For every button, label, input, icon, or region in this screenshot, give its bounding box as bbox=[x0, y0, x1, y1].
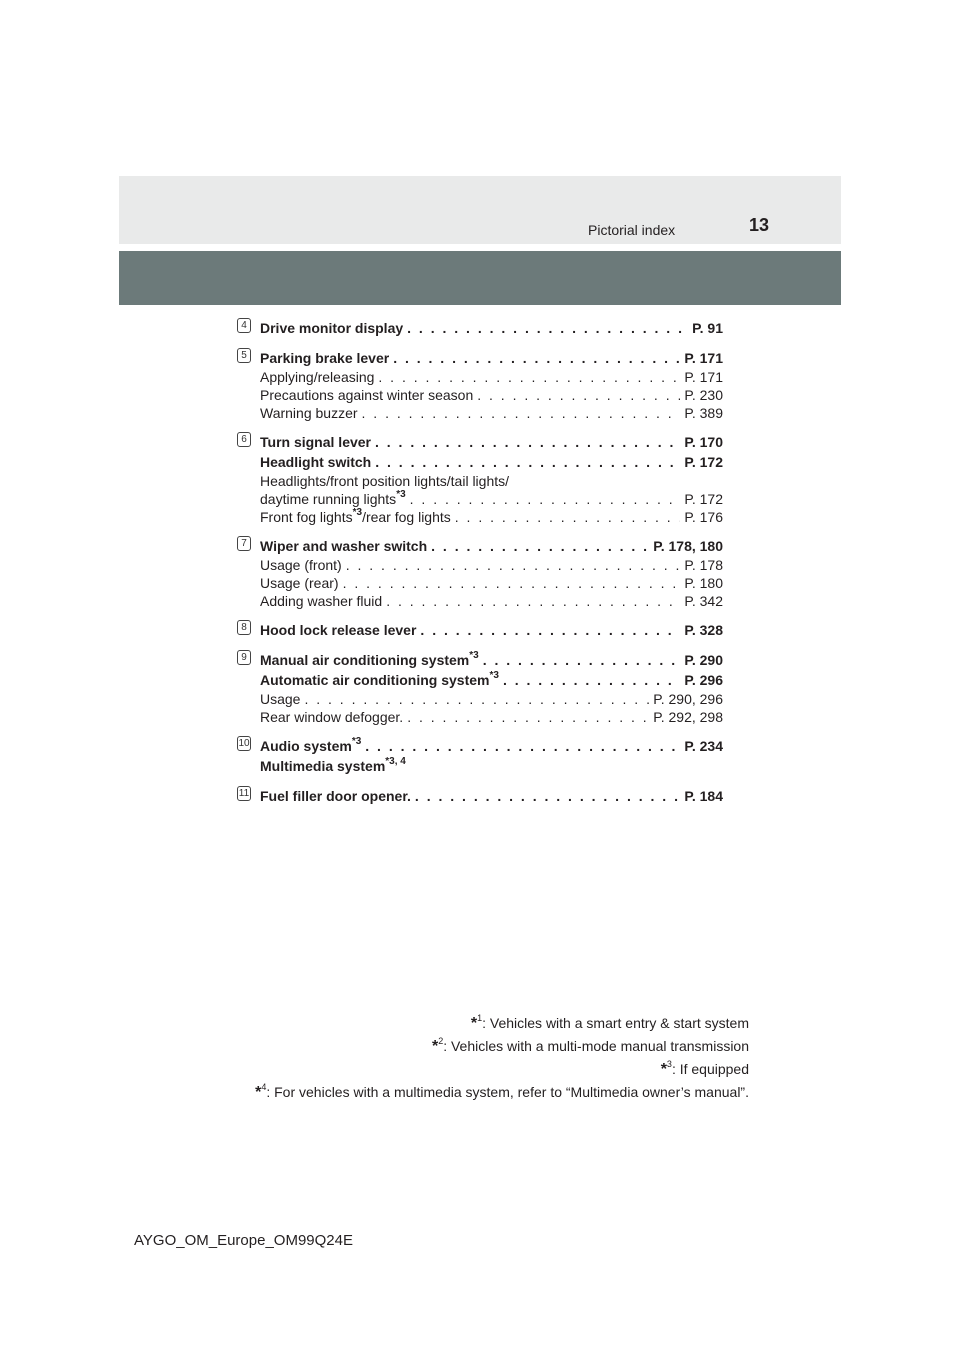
number-marker: 9 bbox=[237, 650, 251, 665]
dot-leader bbox=[431, 536, 649, 556]
dot-leader bbox=[415, 786, 680, 806]
entry-heading[interactable] bbox=[260, 536, 723, 556]
entry-subitem[interactable] bbox=[260, 404, 723, 422]
entry-heading[interactable] bbox=[260, 452, 723, 472]
footnote-star: * bbox=[431, 1038, 439, 1055]
entry-heading[interactable] bbox=[260, 318, 723, 338]
footnote-ref: *3 bbox=[469, 650, 479, 662]
entry-label: daytime running lights$^{*3}$ bbox=[260, 489, 406, 507]
footnotes bbox=[255, 1012, 749, 1104]
entry-label: Fuel filler door opener. bbox=[260, 788, 411, 804]
entry-subitem[interactable] bbox=[260, 708, 723, 726]
entry-label: Headlight switch bbox=[260, 454, 372, 470]
page-reference[interactable]: P. 180 bbox=[684, 575, 723, 591]
entry-label: Usage bbox=[260, 691, 301, 707]
dot-leader bbox=[420, 620, 680, 640]
page-reference[interactable]: P. 178, 180 bbox=[653, 538, 723, 554]
dot-leader bbox=[410, 490, 681, 508]
index-entry bbox=[237, 786, 723, 806]
entry-label: Usage (front) bbox=[260, 557, 342, 573]
entry-heading[interactable] bbox=[260, 348, 723, 368]
number-marker: 5 bbox=[237, 348, 251, 363]
footnote-text: : If equipped bbox=[671, 1061, 749, 1077]
footnote bbox=[255, 1081, 749, 1104]
footnote-ref: *3, 4 bbox=[385, 756, 406, 768]
footnote-star: * bbox=[255, 1084, 262, 1101]
document-code: AYGO_OM_Europe_OM99Q24E bbox=[134, 1232, 353, 1249]
page-reference[interactable]: P. 234 bbox=[684, 738, 723, 754]
header-band bbox=[119, 176, 841, 244]
index-entry bbox=[237, 432, 723, 526]
page-reference[interactable]: P. 184 bbox=[684, 788, 723, 804]
footnote-text: : Vehicles with a smart entry & start system bbox=[482, 1015, 749, 1031]
header-bar bbox=[119, 251, 841, 305]
dot-leader bbox=[386, 592, 680, 610]
index-entry bbox=[237, 650, 723, 726]
entry-heading[interactable] bbox=[260, 670, 723, 690]
entry-label: Manual air conditioning system$^{*3}$ bbox=[260, 650, 479, 668]
page-reference[interactable]: P. 171 bbox=[684, 369, 723, 385]
page-reference[interactable]: P. 170 bbox=[684, 434, 723, 450]
dot-leader bbox=[407, 708, 649, 726]
entry-label: Applying/releasing bbox=[260, 369, 375, 385]
footnote-star: * bbox=[470, 1015, 478, 1032]
page-reference[interactable]: P. 172 bbox=[684, 454, 723, 470]
entry-label: Rear window defogger. bbox=[260, 709, 404, 725]
entry-subitem[interactable] bbox=[260, 690, 723, 708]
page-reference[interactable]: P. 171 bbox=[684, 350, 723, 366]
page-number: 13 bbox=[749, 215, 770, 235]
entry-subitem[interactable] bbox=[260, 556, 723, 574]
page-reference[interactable]: P. 290 bbox=[684, 652, 723, 668]
index-list bbox=[237, 318, 723, 816]
dot-leader bbox=[407, 318, 688, 338]
dot-leader bbox=[393, 348, 680, 368]
entry-heading[interactable] bbox=[260, 756, 723, 776]
page-reference[interactable]: P. 342 bbox=[684, 593, 723, 609]
page-reference[interactable]: P. 292, 298 bbox=[653, 709, 723, 725]
dot-leader bbox=[483, 650, 681, 670]
number-marker: 10 bbox=[238, 738, 250, 749]
number-marker: 6 bbox=[237, 432, 251, 447]
entry-label: Parking brake lever bbox=[260, 350, 390, 366]
footnote-ref: *3 bbox=[489, 670, 499, 682]
entry-label: Warning buzzer bbox=[260, 405, 358, 421]
footnote bbox=[255, 1058, 749, 1081]
page-reference[interactable]: P. 172 bbox=[684, 491, 723, 507]
footnote-number: 4 bbox=[261, 1082, 267, 1093]
dot-leader bbox=[343, 574, 681, 592]
entry-label: Front fog lights$^{*3}$/rear fog lights bbox=[260, 507, 451, 525]
entry-label: Automatic air conditioning system$^{*3}$ bbox=[260, 670, 499, 688]
entry-label: Turn signal lever bbox=[260, 434, 371, 450]
entry-label: Drive monitor display bbox=[260, 320, 404, 336]
entry-heading[interactable] bbox=[260, 650, 723, 670]
entry-subitem[interactable] bbox=[260, 592, 723, 610]
footnote-star: * bbox=[660, 1061, 667, 1078]
entry-heading[interactable] bbox=[260, 736, 723, 756]
page-reference[interactable]: P. 328 bbox=[684, 622, 723, 638]
entry-subitem[interactable] bbox=[260, 472, 723, 490]
section-title: Pictorial index bbox=[588, 222, 676, 238]
page-reference[interactable]: P. 230 bbox=[684, 387, 723, 403]
dot-leader bbox=[477, 386, 680, 404]
number-marker: 4 bbox=[237, 318, 251, 333]
index-entry bbox=[237, 348, 723, 422]
dot-leader bbox=[375, 432, 680, 452]
dot-leader bbox=[378, 368, 680, 386]
dot-leader bbox=[455, 508, 681, 526]
index-entry bbox=[237, 536, 723, 610]
entry-label: Wiper and washer switch bbox=[260, 538, 428, 554]
page-reference[interactable]: P. 91 bbox=[692, 320, 723, 336]
entry-heading[interactable] bbox=[260, 432, 723, 452]
dot-leader bbox=[503, 670, 680, 690]
entry-label: Multimedia system$^{*3, 4}$ bbox=[260, 756, 406, 774]
footnote-text: : For vehicles with a multimedia system, refer to “Multimedia owner’s manual”. bbox=[266, 1084, 749, 1100]
entry-label: Hood lock release lever bbox=[260, 622, 417, 638]
footnote-number: 2 bbox=[438, 1036, 444, 1047]
footnote-ref: *3 bbox=[351, 736, 362, 748]
entry-subitem[interactable] bbox=[260, 574, 723, 592]
index-entry bbox=[237, 318, 723, 338]
entry-label: Headlights/front position lights/tail lights/ bbox=[260, 473, 510, 489]
page-reference[interactable]: P. 296 bbox=[684, 672, 723, 688]
number-marker: 11 bbox=[238, 788, 250, 799]
entry-label: Usage (rear) bbox=[260, 575, 339, 591]
dot-leader bbox=[304, 690, 649, 708]
dot-leader bbox=[365, 736, 680, 756]
footnote-number: 3 bbox=[666, 1059, 672, 1070]
footnote-number: 1 bbox=[477, 1013, 483, 1024]
footnote bbox=[255, 1035, 749, 1058]
entry-label: Adding washer fluid bbox=[260, 593, 383, 609]
entry-subitem[interactable] bbox=[260, 508, 723, 526]
footnote-ref: *3 bbox=[396, 489, 406, 501]
page-reference[interactable]: P. 389 bbox=[684, 405, 723, 421]
page-reference[interactable]: P. 176 bbox=[684, 509, 723, 525]
number-marker: 8 bbox=[237, 620, 251, 635]
entry-label: Precautions against winter season bbox=[260, 387, 474, 403]
dot-leader bbox=[362, 404, 681, 422]
entry-subitem[interactable] bbox=[260, 368, 723, 386]
dot-leader bbox=[346, 556, 681, 574]
dot-leader bbox=[375, 452, 680, 472]
footnote-ref: *3 bbox=[352, 507, 363, 519]
page-reference[interactable]: P. 290, 296 bbox=[653, 691, 723, 707]
footnote-text: : Vehicles with a multi-mode manual transmission bbox=[443, 1038, 749, 1054]
footnote bbox=[255, 1012, 749, 1035]
index-entry bbox=[237, 620, 723, 640]
entry-subitem[interactable] bbox=[260, 490, 723, 508]
page-reference[interactable]: P. 178 bbox=[684, 557, 723, 573]
entry-subitem[interactable] bbox=[260, 386, 723, 404]
index-entry bbox=[237, 736, 723, 776]
entry-heading[interactable] bbox=[260, 620, 723, 640]
number-marker: 7 bbox=[237, 536, 251, 551]
entry-heading[interactable] bbox=[260, 786, 723, 806]
entry-label: Audio system$^{*3}$ bbox=[260, 736, 362, 754]
